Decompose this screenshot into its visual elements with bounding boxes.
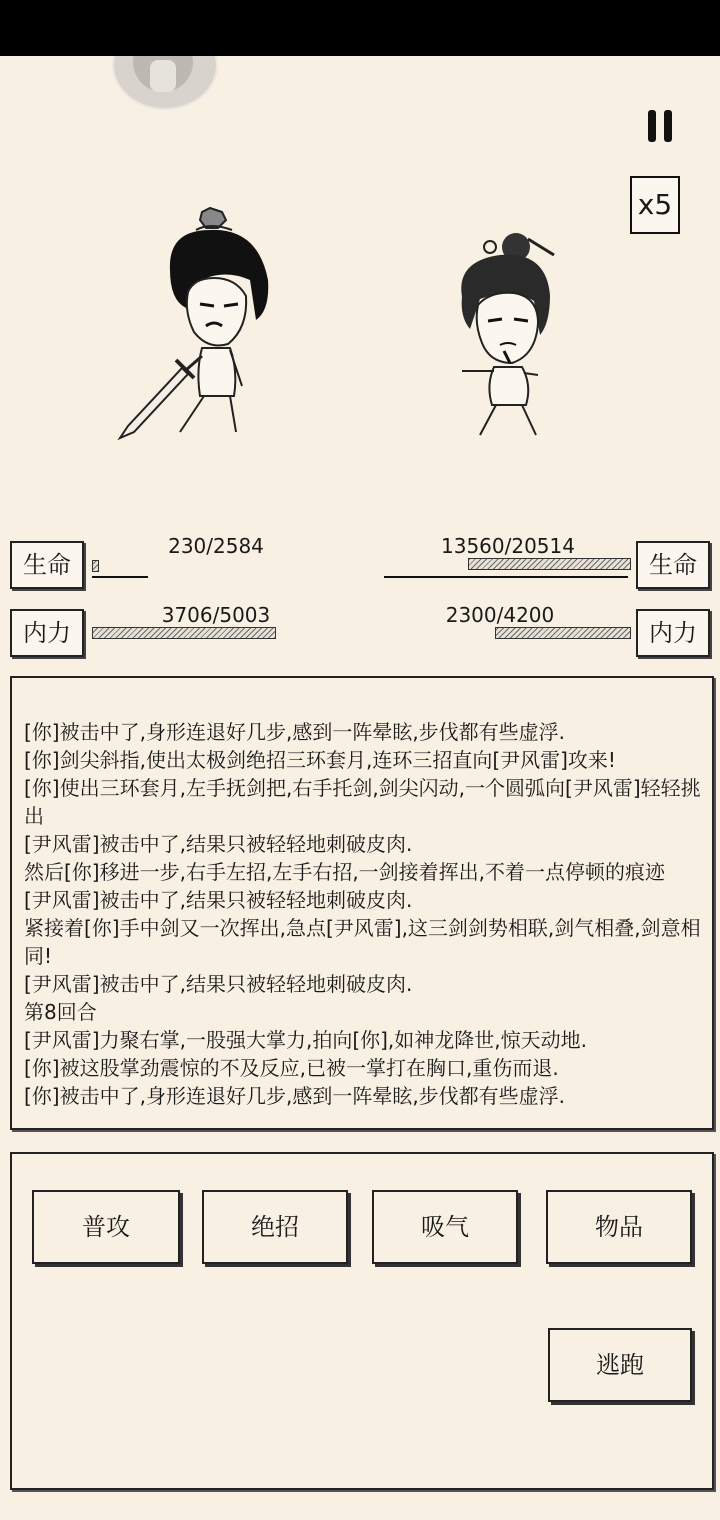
player-hp-label: 生命	[10, 541, 84, 589]
player-mp-label: 内力	[10, 609, 84, 657]
items-button[interactable]: 物品	[546, 1190, 692, 1264]
log-line: 紧接着[你]手中剑又一次挥出,急点[尹风雷],这三剑剑势相联,剑气相叠,剑意相同!	[24, 916, 701, 968]
log-line: [你]被击中了,身形连退好几步,感到一阵晕眩,步伐都有些虚浮.	[24, 1084, 566, 1108]
player-hp-value: 230/2584	[168, 534, 264, 558]
player-hp-track	[92, 576, 148, 578]
player-character	[110, 200, 280, 450]
log-line: [尹风雷]被击中了,结果只被轻轻地刺破皮肉.	[24, 888, 413, 912]
enemy-character	[450, 225, 570, 440]
battle-log[interactable]	[10, 676, 714, 1130]
attack-button[interactable]: 普攻	[32, 1190, 180, 1264]
log-line: [尹风雷]被击中了,结果只被轻轻地刺破皮肉.	[24, 972, 413, 996]
flee-button[interactable]: 逃跑	[548, 1328, 692, 1402]
pause-icon[interactable]	[648, 110, 674, 142]
enemy-hp-value: 13560/20514	[441, 534, 575, 558]
enemy-hp-bar	[468, 558, 631, 570]
player-hp-bar	[92, 560, 99, 572]
battle-log-lines	[24, 718, 702, 1110]
player-mp-bar	[92, 627, 276, 639]
player-mp-value: 3706/5003	[161, 603, 271, 627]
log-line: 然后[你]移进一步,右手左招,左手右招,一剑接着挥出,不着一点停顿的痕迹	[24, 860, 666, 884]
log-line: [你]使出三环套月,左手抚剑把,右手托剑,剑尖闪动,一个圆弧向[尹风雷]轻轻挑出	[24, 776, 701, 828]
enemy-mp-label: 内力	[636, 609, 710, 657]
enemy-mp-bar	[495, 627, 631, 639]
log-line: [尹风雷]力聚右掌,一股强大掌力,拍向[你],如神龙降世,惊天动地.	[24, 1028, 587, 1052]
log-line: [你]剑尖斜指,使出太极剑绝招三环套月,连环三招直向[尹风雷]攻来!	[24, 748, 616, 772]
log-line: [你]被击中了,身形连退好几步,感到一阵晕眩,步伐都有些虚浮.	[24, 720, 566, 744]
log-line: [你]被这股掌劲震惊的不及反应,已被一掌打在胸口,重伤而退.	[24, 1056, 559, 1080]
enemy-hp-track	[384, 576, 628, 578]
action-panel	[10, 1152, 714, 1490]
enemy-mp-value: 2300/4200	[445, 603, 555, 627]
special-move-button[interactable]: 绝招	[202, 1190, 348, 1264]
log-line: [尹风雷]被击中了,结果只被轻轻地刺破皮肉.	[24, 832, 413, 856]
speed-toggle-button[interactable]: x5	[630, 176, 680, 234]
enemy-hp-label: 生命	[636, 541, 710, 589]
status-bar	[0, 0, 720, 56]
breathe-button[interactable]: 吸气	[372, 1190, 518, 1264]
log-line: 第8回合	[24, 1000, 97, 1024]
